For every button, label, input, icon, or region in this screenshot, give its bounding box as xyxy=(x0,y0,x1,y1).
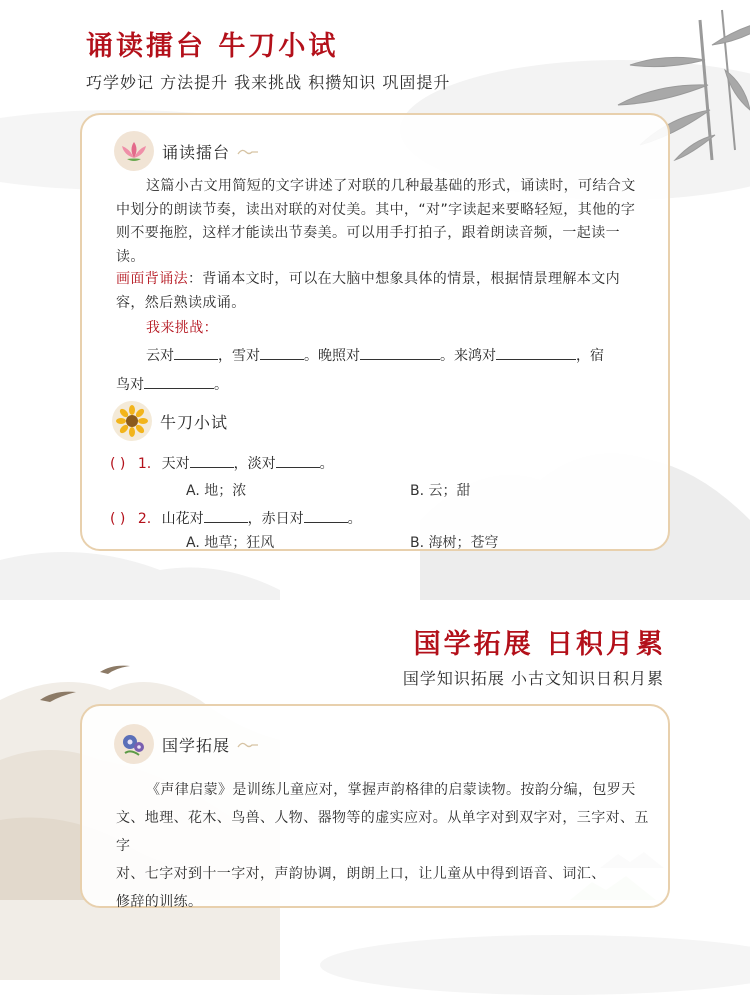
challenge-line-2: 鸟对 。 xyxy=(116,374,228,394)
question-2-option-a[interactable]: A. 地草；狂风 xyxy=(186,535,275,551)
question-2: ( ) 2. 山花对 ，赤日对 。 xyxy=(110,508,362,528)
answer-paren[interactable]: ( ) xyxy=(110,456,126,472)
answer-blank[interactable] xyxy=(190,453,234,468)
answer-blank[interactable] xyxy=(204,508,248,523)
culture-card-title: 国学拓展 xyxy=(162,735,231,755)
challenge-line-1: 云对 ，雪对 。晚照对 。来鸿对 ，宿 xyxy=(146,345,604,365)
question-1-option-a[interactable]: A. 地；浓 xyxy=(186,483,247,499)
swirl-ornament-icon xyxy=(236,145,260,157)
morning-glory-icon xyxy=(114,724,154,764)
question-number: 2. xyxy=(137,511,152,527)
section-title-reading: 诵读擂台 牛刀小试 xyxy=(86,31,339,62)
reading-card-title: 诵读擂台 xyxy=(162,142,231,162)
answer-paren[interactable]: ( ) xyxy=(110,511,126,527)
question-1: ( ) 1. 天对 ，淡对 。 xyxy=(110,453,334,473)
answer-blank[interactable] xyxy=(174,345,218,360)
sunflower-icon xyxy=(112,401,152,441)
lotus-icon xyxy=(114,131,154,171)
answer-blank[interactable] xyxy=(144,374,214,389)
section-title-culture: 国学拓展 日积月累 xyxy=(413,629,666,660)
answer-blank[interactable] xyxy=(496,345,576,360)
swirl-ornament-icon xyxy=(236,738,260,750)
question-number: 1. xyxy=(137,456,152,472)
answer-blank[interactable] xyxy=(276,453,320,468)
reading-card-header xyxy=(114,131,260,171)
quiz-title: 牛刀小试 xyxy=(160,412,229,432)
question-1-option-b[interactable]: B. 云；甜 xyxy=(410,483,471,499)
method-paragraph: 画面背诵法：背诵本文时，可以在大脑中想象具体的情景，根据情景理解本文内容，然后熟读成诵。 xyxy=(116,271,620,311)
answer-blank[interactable] xyxy=(260,345,304,360)
culture-card-header xyxy=(114,724,260,764)
question-2-option-b[interactable]: B. 海树；苍穹 xyxy=(410,535,499,551)
reading-card xyxy=(80,113,670,551)
section-subtitle-reading: 巧学妙记 方法提升 我来挑战 积攒知识 巩固提升 xyxy=(86,73,451,92)
method-label: 画面背诵法 xyxy=(116,271,188,287)
answer-blank[interactable] xyxy=(360,345,440,360)
challenge-label: 我来挑战： xyxy=(146,320,218,336)
answer-blank[interactable] xyxy=(304,508,348,523)
culture-card xyxy=(80,704,670,908)
culture-text: 《声律启蒙》是训练儿童应对，掌握声韵格律的启蒙读物。按韵分编，包罗天 文、地理、花木、鸟兽、人物、器物等的虚实应对。从单字对到双字对，三字对、五字 对、七字对到十一字对，声韵协调，朗朗上口，让儿童从中得到语音、词汇、 修辞的训练。 xyxy=(116,782,649,910)
section-subtitle-culture: 国学知识拓展 小古文知识日积月累 xyxy=(402,669,664,688)
quiz-header xyxy=(112,401,228,441)
reading-intro-text: 这篇小古文用简短的文字讲述了对联的几种最基础的形式，诵读时，可结合文中划分的朗读节奏，读出对联的对仗美。其中，“对”字读起来要略轻短，其他的字则不要拖腔，这样才能读出节奏美。可以用手打拍子，跟着朗读音频，一起读一读。 xyxy=(116,178,636,265)
